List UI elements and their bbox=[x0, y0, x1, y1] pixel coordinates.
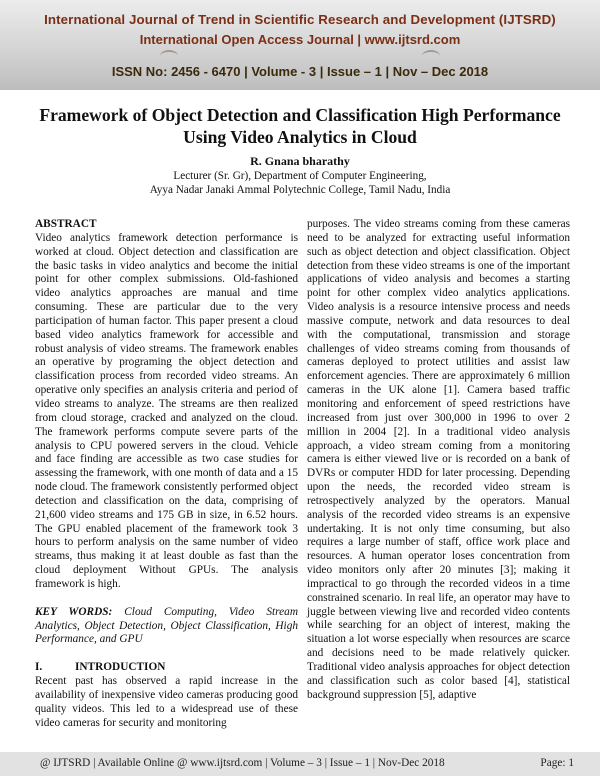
abstract-heading: ABSTRACT bbox=[35, 218, 97, 230]
author-affiliation-line2: Ayya Nadar Janaki Ammal Polytechnic College, Tamil Nadu, India bbox=[149, 184, 451, 196]
ornament-icon bbox=[160, 50, 178, 62]
keywords bbox=[35, 606, 298, 648]
author-affiliation-line1: Lecturer (Sr. Gr), Department of Computer Engineering, bbox=[173, 170, 427, 182]
introduction-heading bbox=[35, 661, 298, 675]
journal-website: International Open Access Journal | www.ijtsrd.com bbox=[139, 32, 461, 47]
left-column bbox=[35, 218, 298, 731]
journal-header-banner bbox=[0, 0, 600, 90]
paper-title-line2: Using Video Analytics in Cloud bbox=[183, 127, 417, 147]
keywords-label: KEY WORDS: bbox=[35, 605, 113, 618]
page-number: Page: 1 bbox=[540, 757, 574, 769]
section-title: INTRODUCTION bbox=[75, 661, 166, 674]
paper-title-line1: Framework of Object Detection and Classification High Performance bbox=[39, 105, 561, 125]
ornament-icon bbox=[422, 50, 440, 62]
abstract-text: Video analytics framework detection performance is worked at cloud. Object detection and classification are the basic tasks in video analytics and become the initial point for other complex submissions. Old-fashioned video analytics approaches are manual and time consuming. These are particular due to the very participation of human factor. This paper present a cloud based video analytics framework for accessible and robust analysis of video streams. The framework enables an operative by programing the object detection and classification process from recorded video streams. An operative only specifies an analysis criteria and period of video streams to analyze. The streams are then realized from cloud storage, cracked and analyzed on the cloud. The framework performs compute severe parts of the analysis to CPU powered servers in the cloud. Vehicle and face finding are accessible as two case studies for assessing the framework, with one month of data and a 15 node cloud. The framework consistently performed object detection and classification on the data, comprising of 21,600 video streams and 175 GB in size, in 6.52 hours. The GPU enabled placement of the framework took 3 hours to perform analysis on the same number of video streams, thus making it at least double as fast than the cloud deployment Without GPUs. The analysis framework is high. bbox=[35, 231, 298, 590]
right-column bbox=[307, 218, 570, 703]
keywords-text: Cloud Computing, Video Stream Analytics, Object Detection, Object Classification, High Performance, and GPU bbox=[35, 605, 298, 646]
journal-issn: ISSN No: 2456 - 6470 | Volume - 3 | Issue – 1 | Nov – Dec 2018 bbox=[111, 64, 489, 79]
introduction-text-right: purposes. The video streams coming from these cameras need to be analyzed for extracting useful information such as object detection and object classification. Object detection from these video streams is one of the important applications of video analysis and becomes a starting point for other complex video analytics applications. Video analysis is a resource intensive process and needs massive compute, network and data resources to deal with the computational, transmission and storage challenges of video streams coming from thousands of cameras deployed to protect utilities and assist law enforcement agencies. There are approximately 6 million cameras in the UK alone [1]. Camera based traffic monitoring and enforcement of speed restrictions have increased from just over 300,000 in 1996 to over 2 million in 2004 [2]. In a traditional video analysis approach, a video stream coming from a monitoring camera is either viewed live or is recorded on a bank of DVRs or computer HDD for later processing. Depending upon the needs, the recorded video stream is retrospectively analyzed by the operators. Manual analysis of the recorded video streams is an expensive undertaking. It is not only time consuming, but also requires a large number of staff, office work place and resources. A human operator loses concentration from video monitors only after 20 minutes [3]; making it impractical to go through the recorded videos in a time constrained scenario. In real life, an operator may have to juggle between viewing live and recorded video contents while searching for an object of interest, making the situation a lot worse especially when resources are scarce and decisions need to be made relatively quicker. Traditional video analysis approaches for object detection and classification such as color based [4], statistical background suppression [5], adaptive bbox=[307, 218, 570, 701]
section-number: I. bbox=[35, 661, 43, 674]
author-name: R. Gnana bharathy bbox=[250, 154, 350, 168]
introduction-text-left: Recent past has observed a rapid increase in the availability of inexpensive video cameras producing good quality videos. This led to a widespread use of these video cameras for security and monitoring bbox=[35, 675, 298, 729]
journal-name: International Journal of Trend in Scientific Research and Development (IJTSRD) bbox=[44, 12, 556, 27]
footer-citation: @ IJTSRD | Available Online @ www.ijtsrd.com | Volume – 3 | Issue – 1 | Nov-Dec 2018 bbox=[40, 757, 445, 769]
